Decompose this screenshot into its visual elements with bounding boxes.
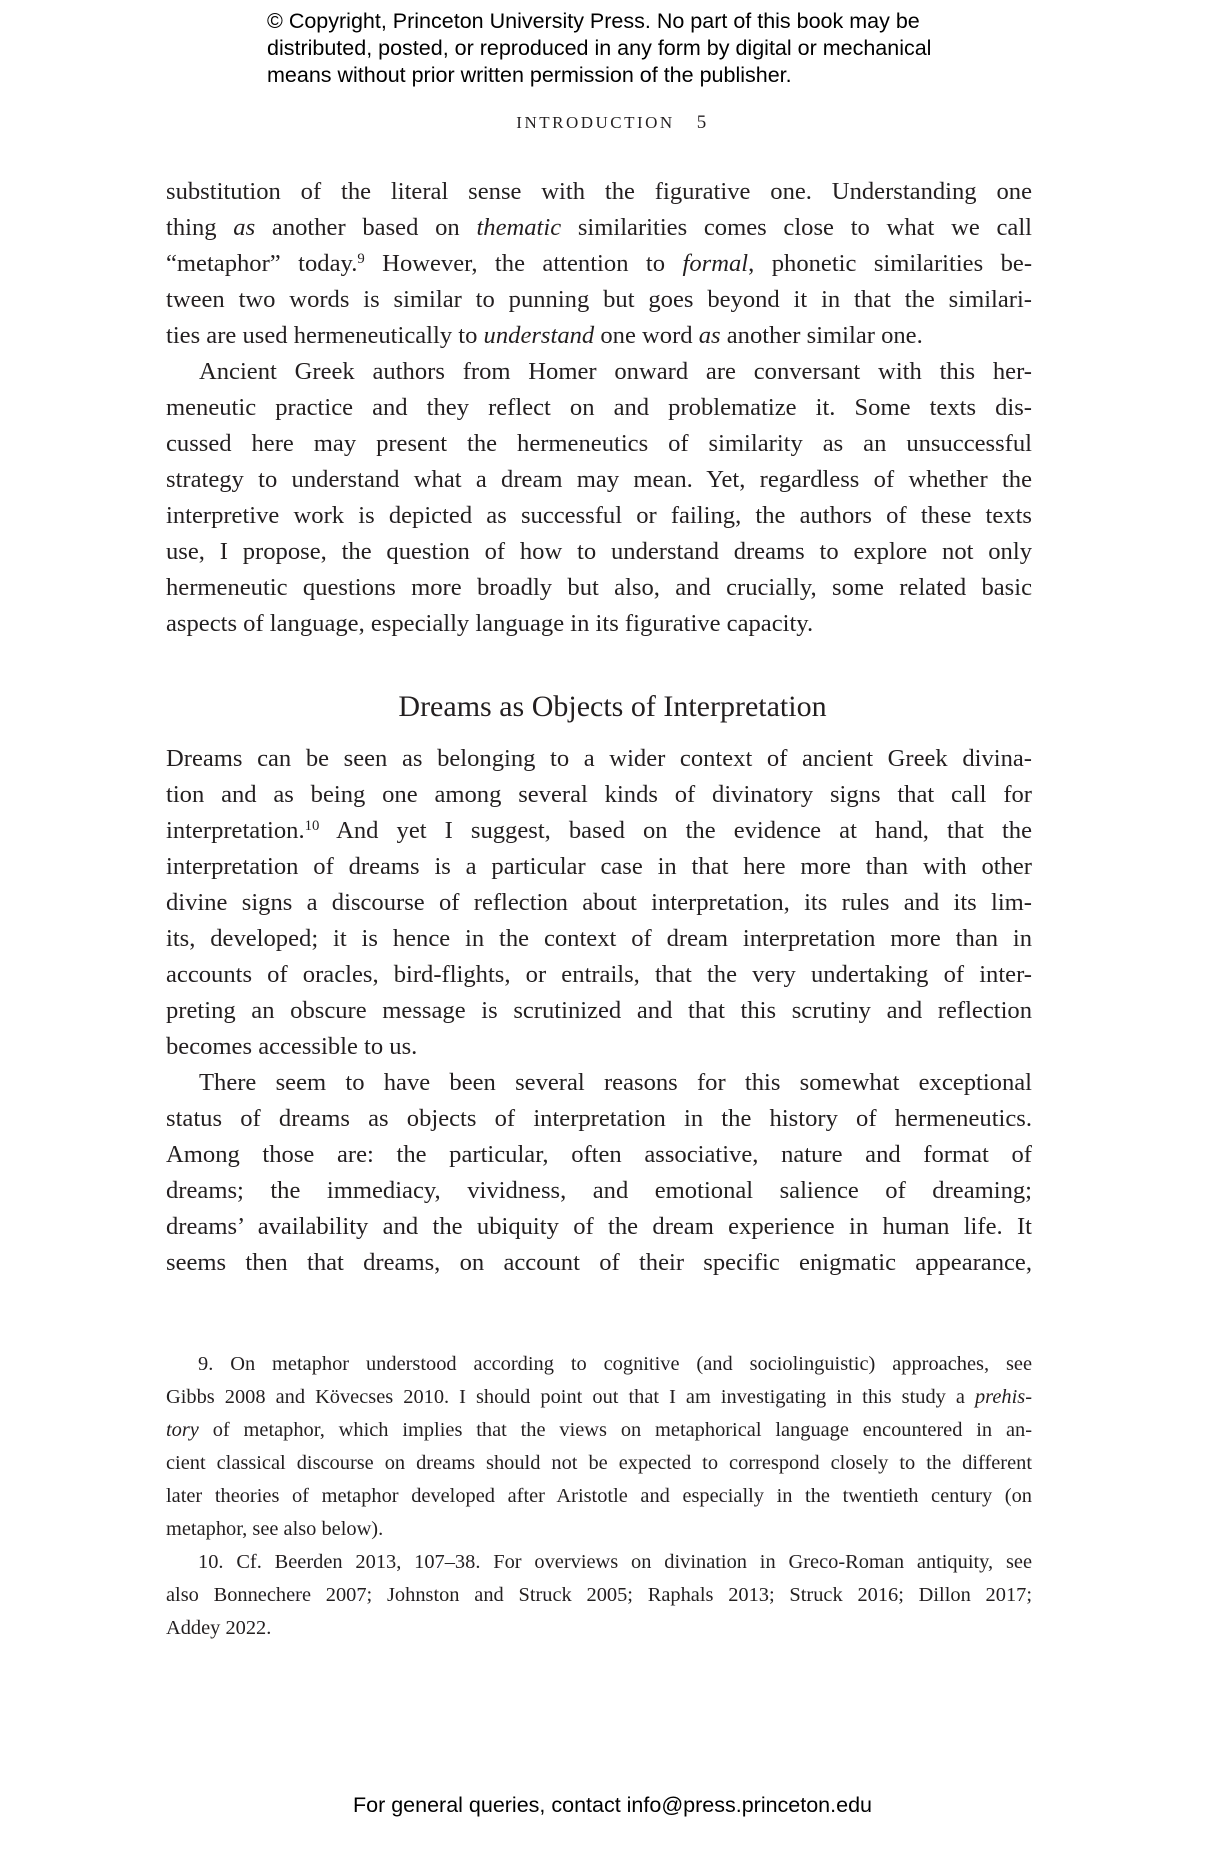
text-line bbox=[166, 1065, 1032, 1101]
footer-notice: For general queries, contact info@press.princeton.edu bbox=[352, 1793, 872, 1817]
text-line bbox=[166, 1173, 1032, 1209]
body-text-top bbox=[166, 174, 1032, 642]
text-line bbox=[166, 1579, 1032, 1612]
text-run: of metaphor, which implies that the views on metaphorical language encountered in an- bbox=[198, 1419, 1032, 1441]
copyright-line: distributed, posted, or reproduced in any form by digital or mechanical bbox=[267, 36, 932, 60]
text-run: another based on bbox=[255, 214, 477, 241]
italic-text: understand bbox=[483, 322, 595, 349]
text-run: hermeneutic questions more broadly but also, and crucially, some related basic bbox=[166, 574, 1032, 601]
text-line bbox=[166, 1612, 1032, 1645]
text-run: interpretation. bbox=[166, 817, 305, 844]
text-line bbox=[166, 921, 1032, 957]
text-run: strategy to understand what a dream may mean. Yet, regardless of whether the bbox=[166, 466, 1032, 493]
text-run: another similar one. bbox=[720, 322, 923, 349]
italic-text: as bbox=[698, 322, 721, 349]
text-line bbox=[166, 885, 1032, 921]
text-run: Ancient Greek authors from Homer onward are conversant with this her- bbox=[199, 358, 1032, 385]
text-run: And yet I suggest, based on the evidence at hand, that the bbox=[319, 817, 1032, 844]
footnote bbox=[166, 1348, 1032, 1546]
text-line bbox=[166, 210, 1032, 246]
text-run: interpretation of dreams is a particular case in that here more than with other bbox=[166, 853, 1032, 880]
body-text-bottom bbox=[166, 741, 1032, 1281]
text-run: use, I propose, the question of how to understand dreams to explore not only bbox=[166, 538, 1032, 565]
text-run: tween two words is similar to punning but goes beyond it in that the similari- bbox=[166, 286, 1032, 313]
text-line bbox=[166, 741, 1032, 777]
text-run: “metaphor” today. bbox=[166, 250, 358, 277]
text-run: one word bbox=[594, 322, 699, 349]
text-line bbox=[166, 462, 1032, 498]
text-line bbox=[166, 1101, 1032, 1137]
text-run: cient classical discourse on dreams should not be expected to correspond closely to the different bbox=[166, 1452, 1032, 1474]
text-run: Dreams can be seen as belonging to a wider context of ancient Greek divina- bbox=[166, 745, 1032, 772]
footnote-ref: 9 bbox=[357, 250, 365, 267]
text-line bbox=[166, 1480, 1032, 1513]
text-run: aspects of language, especially language in its figurative capacity. bbox=[166, 610, 814, 637]
text-line bbox=[166, 498, 1032, 534]
text-line bbox=[166, 354, 1032, 390]
paragraph bbox=[166, 174, 1032, 354]
footnote bbox=[166, 1546, 1032, 1645]
text-line bbox=[166, 1381, 1032, 1414]
text-line bbox=[166, 993, 1032, 1029]
running-head bbox=[0, 112, 1225, 134]
text-run: substitution of the literal sense with the figurative one. Understanding one bbox=[166, 178, 1032, 205]
text-run: becomes accessible to us. bbox=[166, 1033, 418, 1060]
section-heading: Dreams as Objects of Interpretation bbox=[398, 690, 827, 723]
text-line bbox=[166, 1137, 1032, 1173]
copyright-notice bbox=[267, 8, 931, 89]
text-run: dreams’ availability and the ubiquity of the dream experience in human life. It bbox=[166, 1213, 1032, 1240]
copyright-line: © Copyright, Princeton University Press. No part of this book may be bbox=[267, 9, 920, 33]
text-line bbox=[166, 534, 1032, 570]
text-run: metaphor, see also below). bbox=[166, 1518, 384, 1540]
text-run: There seem to have been several reasons for this somewhat exceptional bbox=[199, 1069, 1032, 1096]
text-line bbox=[166, 1029, 1032, 1065]
footnote-ref: 10 bbox=[304, 817, 320, 834]
text-line bbox=[166, 1348, 1032, 1381]
text-run: interpretive work is depicted as successful or failing, the authors of these texts bbox=[166, 502, 1032, 529]
text-line bbox=[166, 1447, 1032, 1480]
text-line bbox=[166, 426, 1032, 462]
text-run: seems then that dreams, on account of their specific enigmatic appearance, bbox=[166, 1249, 1032, 1276]
running-head-title: INTRODUCTION bbox=[516, 113, 675, 132]
text-run: accounts of oracles, bird-flights, or entrails, that the very undertaking of inter- bbox=[166, 961, 1032, 988]
text-run: meneutic practice and they reflect on and problematize it. Some texts dis- bbox=[166, 394, 1032, 421]
text-run: However, the attention to bbox=[364, 250, 683, 277]
text-run: Addey 2022. bbox=[166, 1617, 272, 1639]
text-line bbox=[166, 813, 1032, 849]
text-line bbox=[166, 318, 1032, 354]
text-line bbox=[166, 1209, 1032, 1245]
page-number: 5 bbox=[696, 112, 709, 133]
text-run: dreams; the immediacy, vividness, and emotional salience of dreaming; bbox=[166, 1177, 1032, 1204]
text-line bbox=[166, 1245, 1032, 1281]
text-line bbox=[166, 777, 1032, 813]
text-run: tion and as being one among several kinds of divinatory signs that call for bbox=[166, 781, 1032, 808]
text-run: similarities comes close to what we call bbox=[561, 214, 1032, 241]
text-line bbox=[166, 1414, 1032, 1447]
text-line bbox=[166, 957, 1032, 993]
text-line bbox=[166, 1513, 1032, 1546]
text-line bbox=[166, 282, 1032, 318]
text-run: 10. Cf. Beerden 2013, 107–38. For overviews on divination in Greco-Roman antiquity, see bbox=[198, 1551, 1032, 1573]
text-run: later theories of metaphor developed after Aristotle and especially in the twentieth century (on bbox=[166, 1485, 1032, 1507]
text-run: , phonetic similarities be- bbox=[748, 250, 1033, 277]
text-run: ties are used hermeneutically to bbox=[166, 322, 484, 349]
text-run: status of dreams as objects of interpretation in the history of hermeneutics. bbox=[166, 1105, 1032, 1132]
italic-text: tory bbox=[166, 1419, 199, 1441]
text-line bbox=[166, 570, 1032, 606]
text-run: preting an obscure message is scrutinized and that this scrutiny and reflection bbox=[166, 997, 1032, 1024]
text-run: cussed here may present the hermeneutics of similarity as an unsuccessful bbox=[166, 430, 1032, 457]
italic-text: thematic bbox=[476, 214, 562, 241]
italic-text: as bbox=[233, 214, 256, 241]
text-line bbox=[166, 246, 1032, 282]
text-run: its, developed; it is hence in the context of dream interpretation more than in bbox=[166, 925, 1032, 952]
paragraph bbox=[166, 741, 1032, 1065]
text-line bbox=[166, 606, 1032, 642]
text-run: 9. On metaphor understood according to cognitive (and sociolinguistic) approaches, see bbox=[198, 1353, 1032, 1375]
text-run: also Bonnechere 2007; Johnston and Struck 2005; Raphals 2013; Struck 2016; Dillon 2017; bbox=[166, 1584, 1032, 1606]
text-run: divine signs a discourse of reflection about interpretation, its rules and its lim- bbox=[166, 889, 1032, 916]
paragraph bbox=[166, 1065, 1032, 1281]
text-run: Gibbs 2008 and Kövecses 2010. I should point out that I am investigating in this study a bbox=[166, 1386, 975, 1408]
text-line bbox=[166, 174, 1032, 210]
text-line bbox=[166, 390, 1032, 426]
italic-text: formal bbox=[682, 250, 749, 277]
text-line bbox=[166, 849, 1032, 885]
text-run: thing bbox=[166, 214, 234, 241]
italic-text: prehis- bbox=[974, 1386, 1032, 1408]
footnotes bbox=[166, 1348, 1032, 1645]
copyright-line: means without prior written permission of the publisher. bbox=[267, 63, 792, 87]
text-line bbox=[166, 1546, 1032, 1579]
text-run: Among those are: the particular, often associative, nature and format of bbox=[166, 1141, 1032, 1168]
paragraph bbox=[166, 354, 1032, 642]
